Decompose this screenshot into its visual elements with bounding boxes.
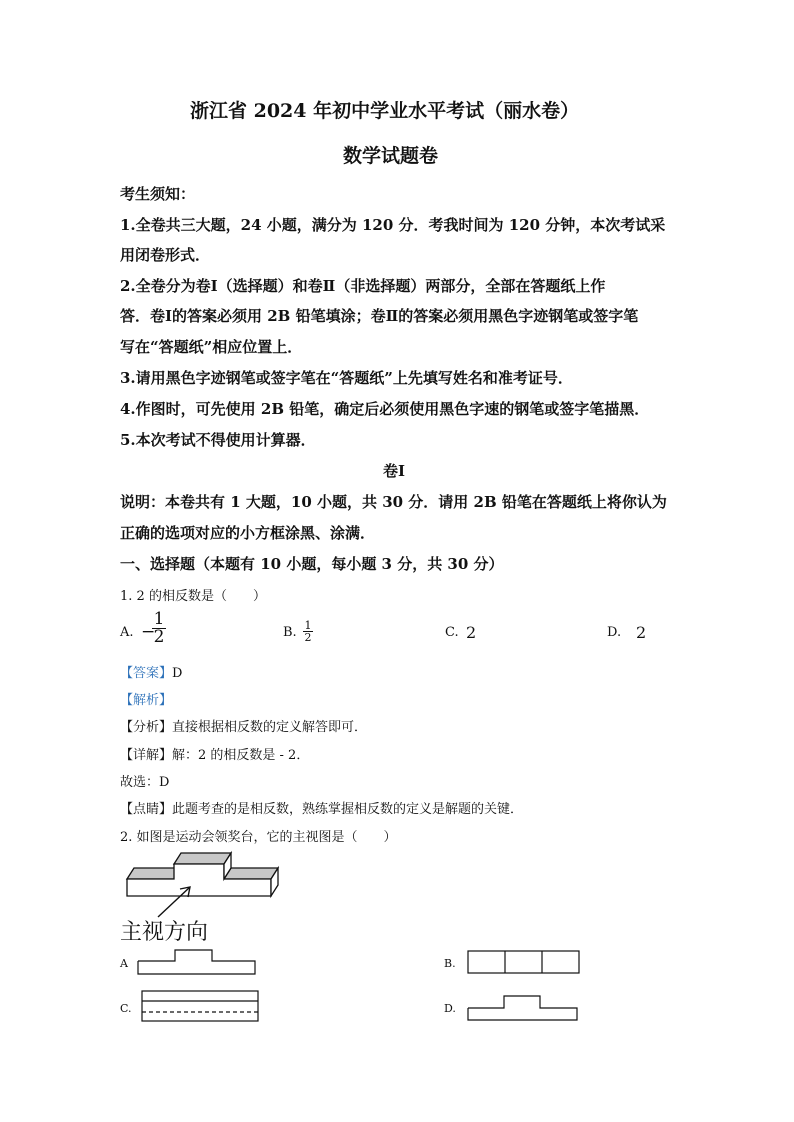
option-a-sign: − (141, 622, 156, 642)
q2-option-a-label: A (120, 957, 128, 970)
part-heading: 卷Ⅰ (383, 462, 406, 480)
option-b-shape (468, 951, 579, 973)
comment-line: 【点睛】此题考查的是相反数，熟练掌握相反数的定义是解题的关键． (120, 802, 524, 817)
answer-value: D (172, 666, 183, 681)
option-a-label: A. (120, 625, 134, 640)
notice-line: 4.作图时，可先使用 2B 铅笔，确定后必须使用黑色字速的钢笔或签字笔描黑． (120, 400, 650, 418)
option-c-shape (142, 991, 258, 1021)
option-d-value: 2 (636, 623, 647, 642)
q2-option-b-label: B. (444, 957, 456, 970)
notice-line: 5.本次考试不得使用计算器． (120, 431, 316, 449)
part-description: 正确的选项对应的小方框涂黑、涂满． (120, 524, 376, 542)
notice-line: 写在“答题纸”相应位置上． (120, 338, 303, 356)
option-d-label: D. (607, 625, 622, 640)
option-a-denominator: 2 (153, 627, 165, 647)
analysis-line: 【分析】直接根据相反数的定义解答即可． (120, 720, 368, 735)
option-c-label: C. (445, 625, 459, 640)
part-description: 说明：本卷共有 1 大题，10 小题，共 30 分．请用 2B 铅笔在答题纸上将你认为 (120, 493, 667, 511)
detail-line: 【详解】解：2 的相反数是 - 2． (120, 748, 310, 763)
notice-line: 2.全卷分为卷Ⅰ（选择题）和卷Ⅱ（非选择题）两部分，全部在答题纸上作 (120, 277, 606, 295)
notice-heading: 考生须知： (120, 185, 196, 203)
option-a-shape (138, 950, 255, 974)
section-title: 一、选择题（本题有 10 小题，每小题 3 分，共 30 分） (120, 555, 504, 573)
answer-tag: 【答案】 (120, 666, 173, 681)
option-b-denominator: 2 (304, 631, 312, 644)
notice-line: 用闭卷形式． (120, 246, 211, 264)
document-title: 浙江省 2024 年初中学业水平考试（丽水卷） (190, 100, 580, 122)
podium-center-top (174, 853, 231, 864)
analysis-tag: 【解析】 (120, 693, 173, 708)
choice-line: 故选：D (120, 775, 170, 790)
option-b-label: B. (283, 625, 297, 640)
notice-line: 答．卷Ⅰ的答案必须用 2B 铅笔填涂；卷Ⅱ的答案必须用黑色字迹钢笔或签字笔 (120, 307, 639, 325)
document-subtitle: 数学试题卷 (343, 145, 439, 167)
option-a-numerator: 1 (153, 609, 165, 629)
podium-right-top (224, 868, 278, 879)
question-stem: 2. 如图是运动会领奖台，它的主视图是（ ） (120, 830, 397, 845)
option-b-numerator: 1 (304, 619, 312, 632)
option-d-shape (468, 996, 577, 1020)
option-c-value: 2 (466, 623, 477, 642)
q2-option-c-label: C. (120, 1002, 132, 1015)
figure-caption: 主视方向 (120, 920, 209, 945)
podium-left-top (127, 868, 181, 879)
notice-line: 1.全卷共三大题，24 小题，满分为 120 分．考我时间为 120 分钟，本次考试采 (120, 216, 666, 234)
notice-line: 3.请用黑色字迹钢笔或签字笔在“答题纸”上先填写姓名和准考证号． (120, 369, 573, 387)
question-stem: 1. 2 的相反数是（ ） (120, 589, 266, 604)
q2-option-d-label: D. (444, 1002, 456, 1015)
